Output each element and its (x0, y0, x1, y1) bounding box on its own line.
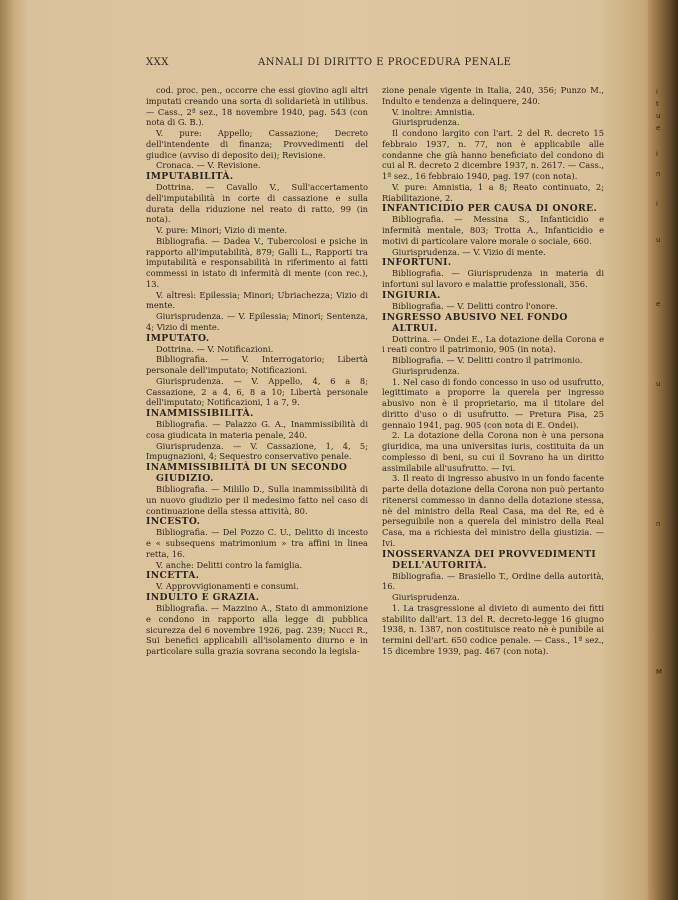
entry-text: Bibliografia. — Milillo D., Sulla inammissibilità di un nuovo giudizio per il medesimo fatto nel caso di continuazione della stessa attività, 80. (146, 484, 368, 516)
entry-text: Bibliografia. — V. Delitti contro il patrimonio. (392, 355, 583, 365)
edge-glyph: u (656, 380, 661, 388)
entry-text: Bibliografia. — Giurisprudenza in materia di infortuni sul lavoro e malattie professionali, 356. (382, 268, 604, 289)
entry-text: V. pure: Amnistia, 1 a 8; Reato continuato, 2; Riabilitazione, 2. (382, 181, 604, 203)
edge-glyph: u (656, 236, 661, 244)
entry-text: V. Approvvigionamenti e consumi. (156, 581, 299, 592)
section-heading: INDULTO E GRAZIA. (146, 592, 260, 603)
entry-text: Giurisprudenza. (392, 117, 460, 128)
entry-text: Giurisprudenza. — V. Epilessia; Minori; Sentenza, 4; Vizio di mente. (146, 311, 368, 332)
entry-text: V. inoltre: Amnistia. (392, 106, 475, 117)
section-heading: INCESTO. (146, 516, 201, 528)
section-heading: INGIURIA. (382, 289, 441, 301)
entry-text: Giurisprudenza. — V. Cassazione, 1, 4, 5; Impugnazioni, 4; Sequestro conservativo penale. (146, 440, 368, 462)
entry-text: 1. Nel caso di fondo concesso in uso od usufrutto, legittimato a proporre la querela per ingresso abusivo non è il proprietario, ma il titolare del diritto d'uso o di usufrutto. — Pretura Pisa, 25 gennaio 1941, pag. 905 (con nota di E. Ondei). (382, 376, 604, 430)
entry-text: Bibliografia. — Mazzino A., Stato di ammonizione e condono in rapporto alla legge di pubblica sicurezza del 6 novembre 1926, pag. 239; Nucci R., Sui benefici applicabili all'isolamento diurno e in particolare sulla grazia sovrana secondo la legisla- (146, 603, 368, 656)
entry-text: cod. proc. pen., occorre che essi giovino agli altri imputati creando una sorta di solidarietà in utilibus. — Cass., 2ª sez., 18 novembre 1940, pag. 543 (con nota di G. B.). (146, 85, 368, 128)
section-heading: INGRESSO ABUSIVO NEL FONDO ALTRUI. (382, 311, 568, 334)
section-heading: INAMMISSIBILITÀ DI UN SECONDO GIUDIZIO. (146, 462, 348, 484)
entry-text: V. altresì: Epilessia; Minori; Ubriachezza; Vizio di mente. (146, 289, 368, 311)
entry-text: Bibliografia. — V. Interrogatorio; Libertà personale dell'imputato; Notificazioni. (146, 354, 368, 375)
left-column (146, 85, 368, 657)
entry-text: Bibliografia. — Del Pozzo C. U., Delitto di incesto e « subsequens matrimonium » tra affini in linea retta, 16. (146, 527, 368, 559)
entry-text: 1. La trasgressione al divieto di aumento dei fitti stabilito dall'art. 13 del R. decreto-legge 16 giugno 1938, n. 1387, non costituisce reato nè è punibile ai termini dell'art. 650 codice penale. — Cass., 1ª sez., 15 dicembre 1939, pag. 467 (con nota). (382, 602, 604, 656)
entry-text: V. pure: Minori; Vizio di mente. (156, 225, 288, 235)
section-heading: INCETTA. (146, 570, 200, 582)
section-heading: INOSSERVANZA DEI PROVVEDIMENTI DELL'AUTORITÀ. (382, 548, 597, 571)
entry-text: Bibliografia. — Brasiello T., Ordine della autorità, 16. (382, 570, 604, 592)
section-heading: IMPUTATO. (146, 332, 210, 344)
entry-text: Bibliografia. — V. Delitti contro l'onore. (392, 300, 558, 311)
entry-text: Dottrina. — Cavallo V., Sull'accertamento dell'imputabilità in corte di cassazione e sulla durata della riduzione nel reato di ratto, 99 (in nota). (146, 182, 368, 225)
section-heading: IMPUTABILITÀ. (146, 171, 234, 182)
entry-text: Giurisprudenza. — V. Vizio di mente. (392, 246, 546, 257)
edge-glyph: e (656, 124, 661, 132)
running-title: ANNALI DI DIRITTO E PROCEDURA PENALE (258, 57, 512, 68)
entry-text: Giurisprudenza. (392, 592, 460, 602)
section-heading: INAMMISSIBILITÀ. (146, 408, 254, 419)
page-number: XXX (146, 57, 169, 68)
section-heading: INFANTICIDIO PER CAUSA DI ONORE. (382, 203, 598, 215)
edge-glyph: e (656, 300, 661, 308)
edge-glyph: t (656, 100, 659, 108)
entry-text: Il condono largito con l'art. 2 del R. decreto 15 febbraio 1937, n. 77, non è applicabile alle condanne che già hanno beneficiato del condono di cui al R. decreto 2 dicembre 1937, n. 2617. — Cass., 1ª sez., 16 febbraio 1940, pag. 197 (con nota). (382, 128, 604, 181)
entry-text: 3. Il reato di ingresso abusivo in un fondo facente parte della dotazione della Corona non può pertanto ritenersi commesso in danno della dotazione stessa, nè del ministro della Real Casa, ma del Re, ed è perseguibile non a querela del ministro della Real Casa, ma a richiesta del ministro della giustizia. — Ivi. (382, 473, 604, 548)
entry-text: Cronaca. — V. Revisione. (156, 160, 261, 171)
entry-text: 2. La dotazione della Corona non è una persona giuridica, ma una universitas iuris, costituita da un complesso di beni, su cui il Sovrano ha un diritto assimilabile all'usufrutto. — Ivi. (382, 430, 604, 473)
edge-glyph: i (656, 200, 658, 208)
entry-text: Bibliografia. — Messina S., Infanticidio e infermità mentale, 803; Trotta A., Infanticidio e motivi di particolare valore morale o sociale, 660. (382, 214, 604, 246)
entry-text: zione penale vigente in Italia, 240, 356; Punzo M., Indulto e tendenza a delinquere, 240. (382, 85, 604, 106)
edge-glyph: M (656, 668, 663, 676)
section-heading: INFORTUNI. (382, 257, 452, 269)
entry-text: Bibliografia. — Dadea V., Tubercolosi e psiche in rapporto all'imputabilità, 879; Galli L., Rapporti tra imputabilità e responsabilità in riferimento ai fatti commessi in istato di infermità di mente (con rec.), 13. (146, 235, 368, 289)
entry-text: Bibliografia. — Palazzo G. A., Inammissibilità di cosa giudicata in materia penale, 240. (146, 419, 368, 440)
entry-text: Dottrina. — V. Notificazioni. (156, 343, 274, 354)
adjacent-page-edge (648, 0, 678, 900)
edge-glyph: n (656, 170, 661, 178)
edge-glyph: i (656, 88, 658, 96)
entry-text: Dottrina. — Ondei E., La dotazione della Corona e i reati contro il patrimonio, 905 (in nota). (382, 333, 604, 355)
entry-text: Giurisprudenza. — V. Appello, 4, 6 a 8; Cassazione, 2 a 4, 6, 8 a 10; Libertà personale dell'imputato; Notificazioni, 1 a 7, 9. (146, 375, 368, 408)
right-column (382, 85, 604, 657)
entry-text: V. pure: Appello; Cassazione; Decreto dell'intendente di finanza; Provvedimenti del giudice (avviso di deposito dei); Revisione. (146, 128, 368, 160)
edge-glyph: u (656, 112, 661, 120)
edge-glyph: n (656, 520, 661, 528)
edge-glyph: i (656, 150, 658, 158)
entry-text: V. anche: Delitti contro la famiglia. (156, 559, 303, 570)
entry-text: Giurisprudenza. (392, 365, 460, 376)
